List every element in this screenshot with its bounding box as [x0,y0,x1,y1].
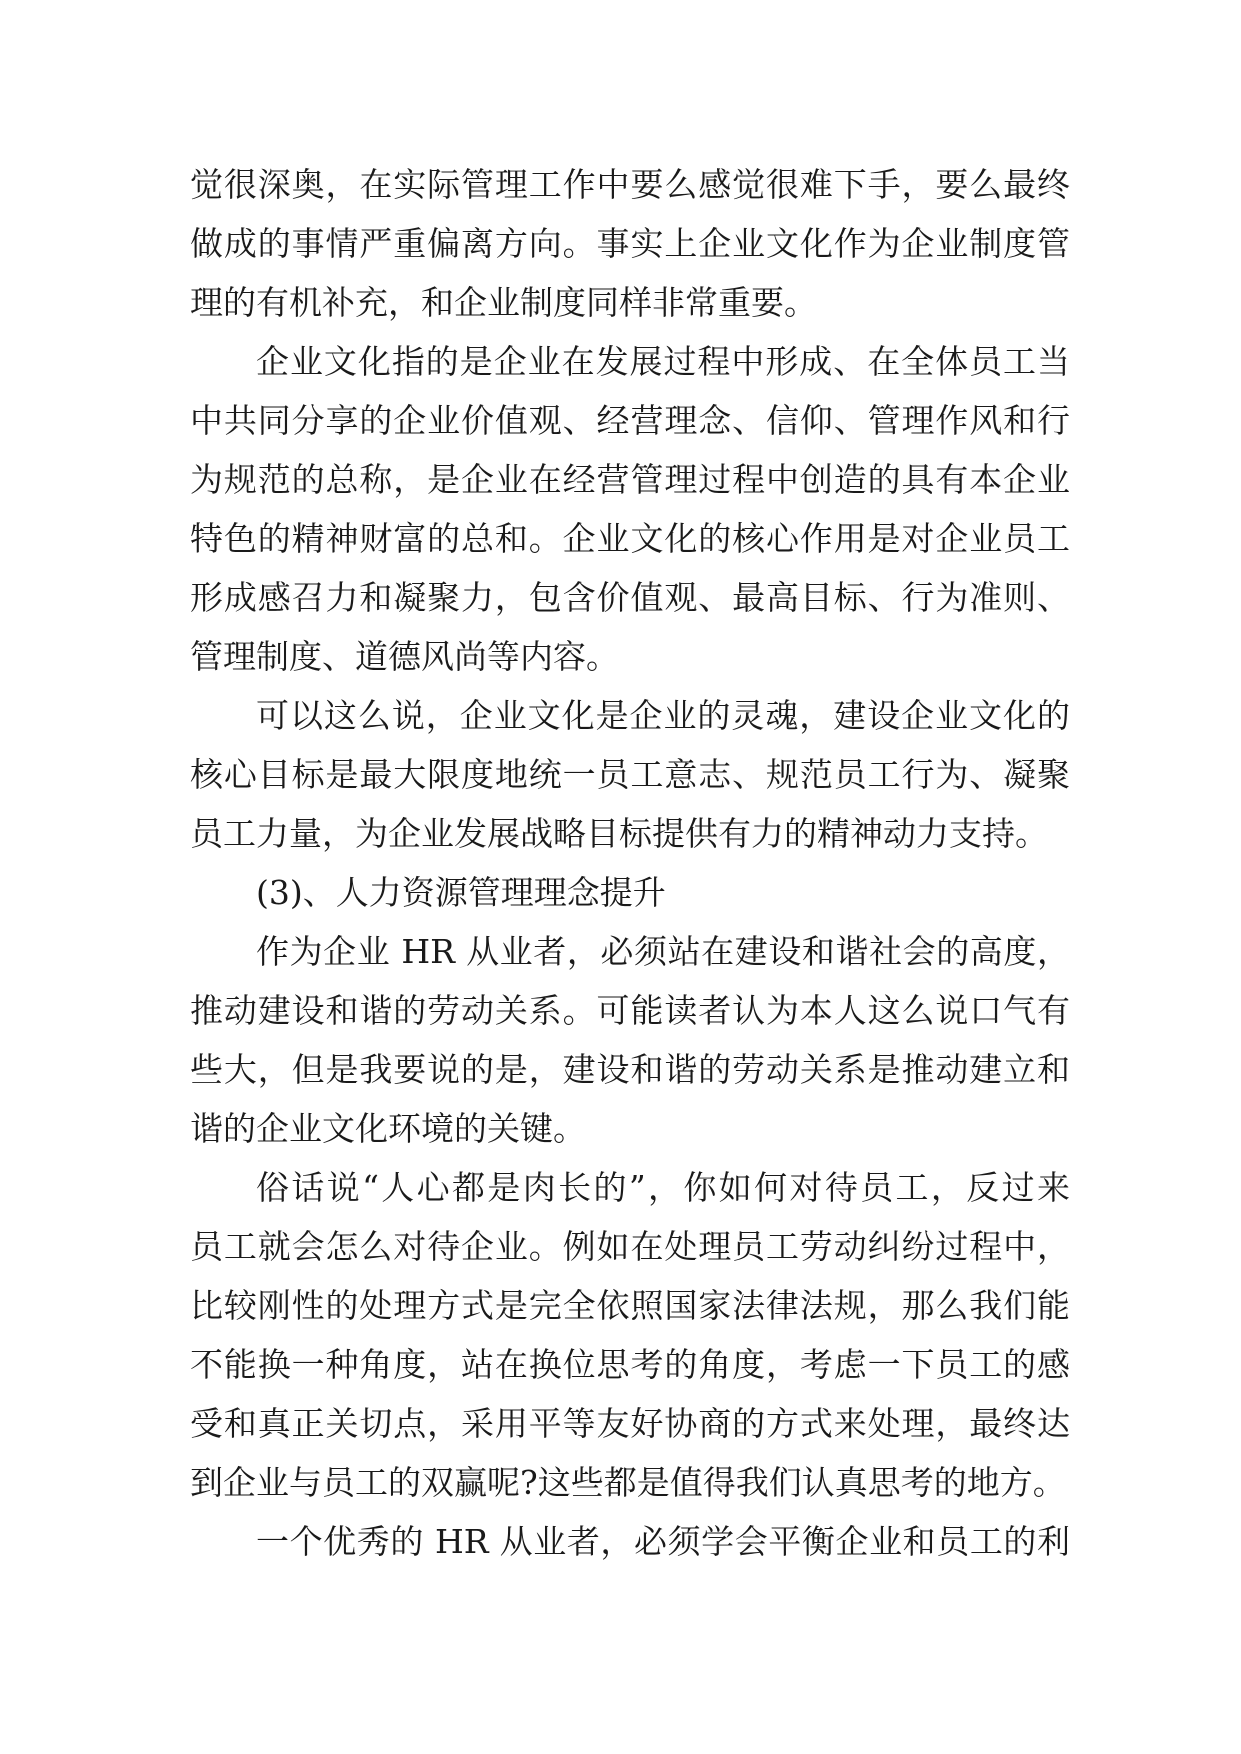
text-line: 作为企业 HR 从业者，必须站在建设和谐社会的高度， [256,932,1070,971]
text-line: 理的有机补充，和企业制度同样非常重要。 [190,283,817,322]
text-line: 到企业与员工的双赢呢?这些都是值得我们认真思考的地方。 [190,1463,1066,1502]
text-line: 形成感召力和凝聚力，包含价值观、最高目标、行为准则、 [190,578,1070,617]
text-line: 员工力量，为企业发展战略目标提供有力的精神动力支持。 [190,814,1048,853]
text-line: 中共同分享的企业价值观、经营理念、信仰、管理作风和行 [190,401,1070,440]
text-line: 可以这么说，企业文化是企业的灵魂，建设企业文化的 [256,696,1070,735]
text-line: 管理制度、道德风尚等内容。 [190,637,619,676]
text-line: 些大，但是我要说的是，建设和谐的劳动关系是推动建立和 [190,1050,1070,1089]
text-line: 比较刚性的处理方式是完全依照国家法律法规，那么我们能 [190,1286,1070,1325]
text-line: 员工就会怎么对待企业。例如在处理员工劳动纠纷过程中， [190,1227,1070,1266]
text-line: 核心目标是最大限度地统一员工意志、规范员工行为、凝聚 [190,755,1070,794]
text-line: 不能换一种角度，站在换位思考的角度，考虑一下员工的感 [190,1345,1070,1384]
text-line: 谐的企业文化环境的关键。 [190,1109,586,1148]
text-line: 一个优秀的 HR 从业者，必须学会平衡企业和员工的利 [256,1522,1070,1561]
text-line: 推动建设和谐的劳动关系。可能读者认为本人这么说口气有 [190,991,1070,1030]
text-line: 特色的精神财富的总和。企业文化的核心作用是对企业员工 [190,519,1070,558]
text-line: 为规范的总称，是企业在经营管理过程中创造的具有本企业 [190,460,1070,499]
text-line: 觉很深奥，在实际管理工作中要么感觉很难下手，要么最终 [190,165,1070,204]
text-line: (3)、人力资源管理理念提升 [256,873,666,912]
text-line: 企业文化指的是企业在发展过程中形成、在全体员工当 [256,342,1070,381]
body-text [190,155,1070,1571]
text-line: 做成的事情严重偏离方向。事实上企业文化作为企业制度管 [190,224,1070,263]
text-line: 俗话说“人心都是肉长的”，你如何对待员工，反过来 [256,1168,1070,1207]
text-line: 受和真正关切点，采用平等友好协商的方式来处理，最终达 [190,1404,1070,1443]
